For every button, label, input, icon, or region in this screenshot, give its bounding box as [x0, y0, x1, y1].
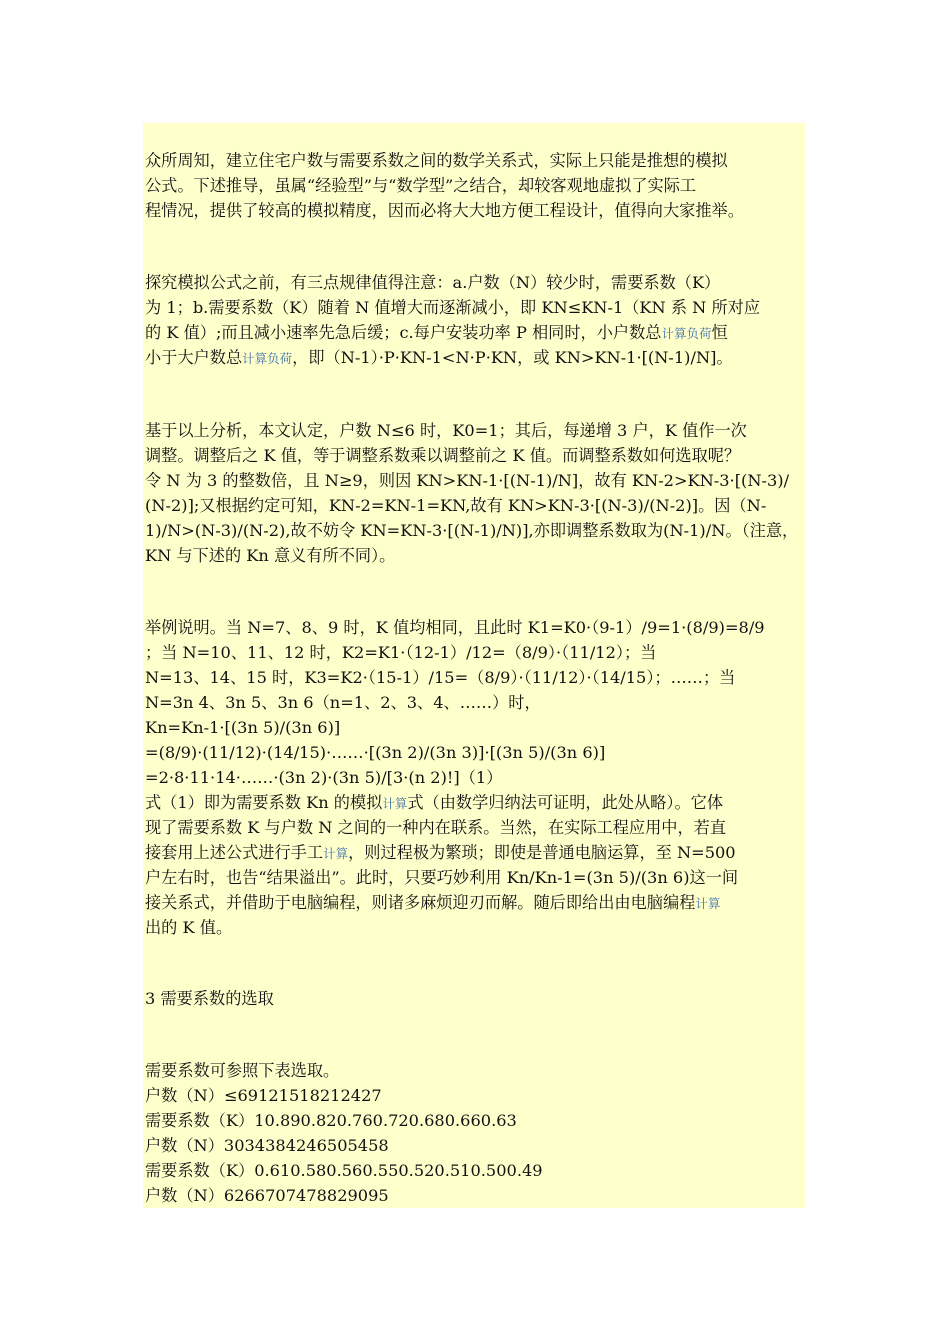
text-fragment: 接关系式，并借助于电脑编程，则诸多麻烦迎刃而解。随后即给出由电脑编程	[145, 893, 696, 912]
text-fragment: ，即（N-1）·P·KN-1<N·P·KN，或 KN>KN-1·[(N-1)/N]。	[292, 348, 733, 367]
text-line: ；当 N=10、11、12 时，K2=K1·（12-1）/12=（8/9）·（11/12）；当	[145, 643, 657, 662]
text-line: 令 N 为 3 的整数倍，且 N≥9，则因 KN>KN-1·[(N-1)/N]，故有 KN-2>KN-3·[(N-3)/	[145, 471, 790, 490]
text-line: 现了需要系数 K 与户数 N 之间的一种内在联系。当然，在实际工程应用中，若直	[145, 818, 727, 837]
text-line: 基于以上分析，本文认定，户数 N≤6 时，K0=1；其后，每递增 3 户，K 值作一次	[145, 421, 747, 440]
text-line: 公式。下述推导，虽属“经验型”与“数学型”之结合，却较客观地虚拟了实际工	[145, 176, 697, 195]
text-line	[145, 790, 723, 816]
text-line	[145, 345, 733, 371]
text-fragment: 式（由数学归纳法可证明，此处从略）。它体	[407, 793, 724, 812]
calc-link[interactable]: 计算	[695, 896, 721, 911]
text-line: 需要系数可参照下表选取。	[145, 1061, 340, 1080]
text-line: =(8/9)·(11/12)·(14/15)·……·[(3n 2)/(3n 3)]·[(3n 5)/(3n 6)]	[145, 743, 606, 762]
calc-link[interactable]: 计算	[382, 796, 408, 811]
calc-load-link[interactable]: 计算负荷	[661, 326, 712, 341]
text-line: 调整。调整后之 K 值，等于调整系数乘以调整前之 K 值。而调整系数如何选取呢？	[145, 446, 741, 465]
text-fragment: 式（1）即为需要系数 Kn 的模拟	[145, 793, 383, 812]
table-row-text: 户数（N）3034384246505458	[145, 1136, 389, 1155]
text-line: 众所周知，建立住宅户数与需要系数之间的数学关系式，实际上只能是推想的模拟	[145, 151, 728, 170]
table-row-text: 需要系数（K）0.610.580.560.550.520.510.500.49	[145, 1161, 543, 1180]
text-line	[145, 840, 736, 866]
calc-link[interactable]: 计算	[323, 846, 349, 861]
text-line	[145, 890, 720, 916]
text-line: 1)/N>(N-3)/(N-2),故不妨令 KN=KN-3·[(N-1)/N)],亦即调整系数取为(N-1)/N。（注意，	[145, 521, 799, 540]
text-fragment: ，则过程极为繁琐；即使是普通电脑运算，至 N=500	[348, 843, 736, 862]
section-heading: 3 需要系数的选取	[145, 989, 274, 1008]
text-line: KN 与下述的 Kn 意义有所不同）。	[145, 546, 396, 565]
text-line: N=3n 4、3n 5、3n 6（n=1、2、3、4、……）时，	[145, 693, 541, 712]
table-row-text: 户数（N）6266707478829095	[145, 1186, 389, 1205]
text-line: 程情况，提供了较高的模拟精度，因而必将大大地方便工程设计，值得向大家推举。	[145, 201, 744, 220]
text-fragment: 恒	[711, 323, 728, 342]
text-line: 举例说明。当 N=7、8、9 时，K 值均相同，且此时 K1=K0·（9-1）/9=1·(8/9)=8/9	[145, 618, 765, 637]
text-line: 探究模拟公式之前，有三点规律值得注意：a.户数（N）较少时，需要系数（K）	[145, 273, 721, 292]
text-fragment: 小于大户数总	[145, 348, 243, 367]
text-line: 户左右时，也告“结果溢出”。此时，只要巧妙利用 Kn/Kn-1=(3n 5)/(3n 6)这一间	[145, 868, 739, 887]
text-line: =2·8·11·14·……·(3n 2)·(3n 5)/[3·(n 2)!]（1）	[145, 768, 503, 787]
text-fragment: 的 K 值）;而且减小速率先急后缓；c.每户安装功率 P 相同时，小户数总	[145, 323, 662, 342]
text-line: Kn=Kn-1·[(3n 5)/(3n 6)]	[145, 718, 341, 737]
table-row-text: 需要系数（K）10.890.820.760.720.680.660.63	[145, 1111, 517, 1130]
calc-load-link[interactable]: 计算负荷	[242, 351, 293, 366]
text-line: 出的 K 值。	[145, 918, 233, 937]
text-line: 为 1；b.需要系数（K）随着 N 值增大而逐渐减小，即 KN≤KN-1（KN 系 N 所对应	[145, 298, 761, 317]
text-fragment: 接套用上述公式进行手工	[145, 843, 324, 862]
text-line: (N-2)];又根据约定可知，KN-2=KN-1=KN,故有 KN>KN-3·[(N-3)/(N-2)]。因（N-	[145, 496, 767, 515]
text-line: N=13、14、15 时，K3=K2·（15-1）/15=（8/9）·（11/12）·（14/15）；……；当	[145, 668, 736, 687]
table-row-text: 户数（N）≤69121518212427	[145, 1086, 382, 1105]
text-line	[145, 320, 728, 346]
